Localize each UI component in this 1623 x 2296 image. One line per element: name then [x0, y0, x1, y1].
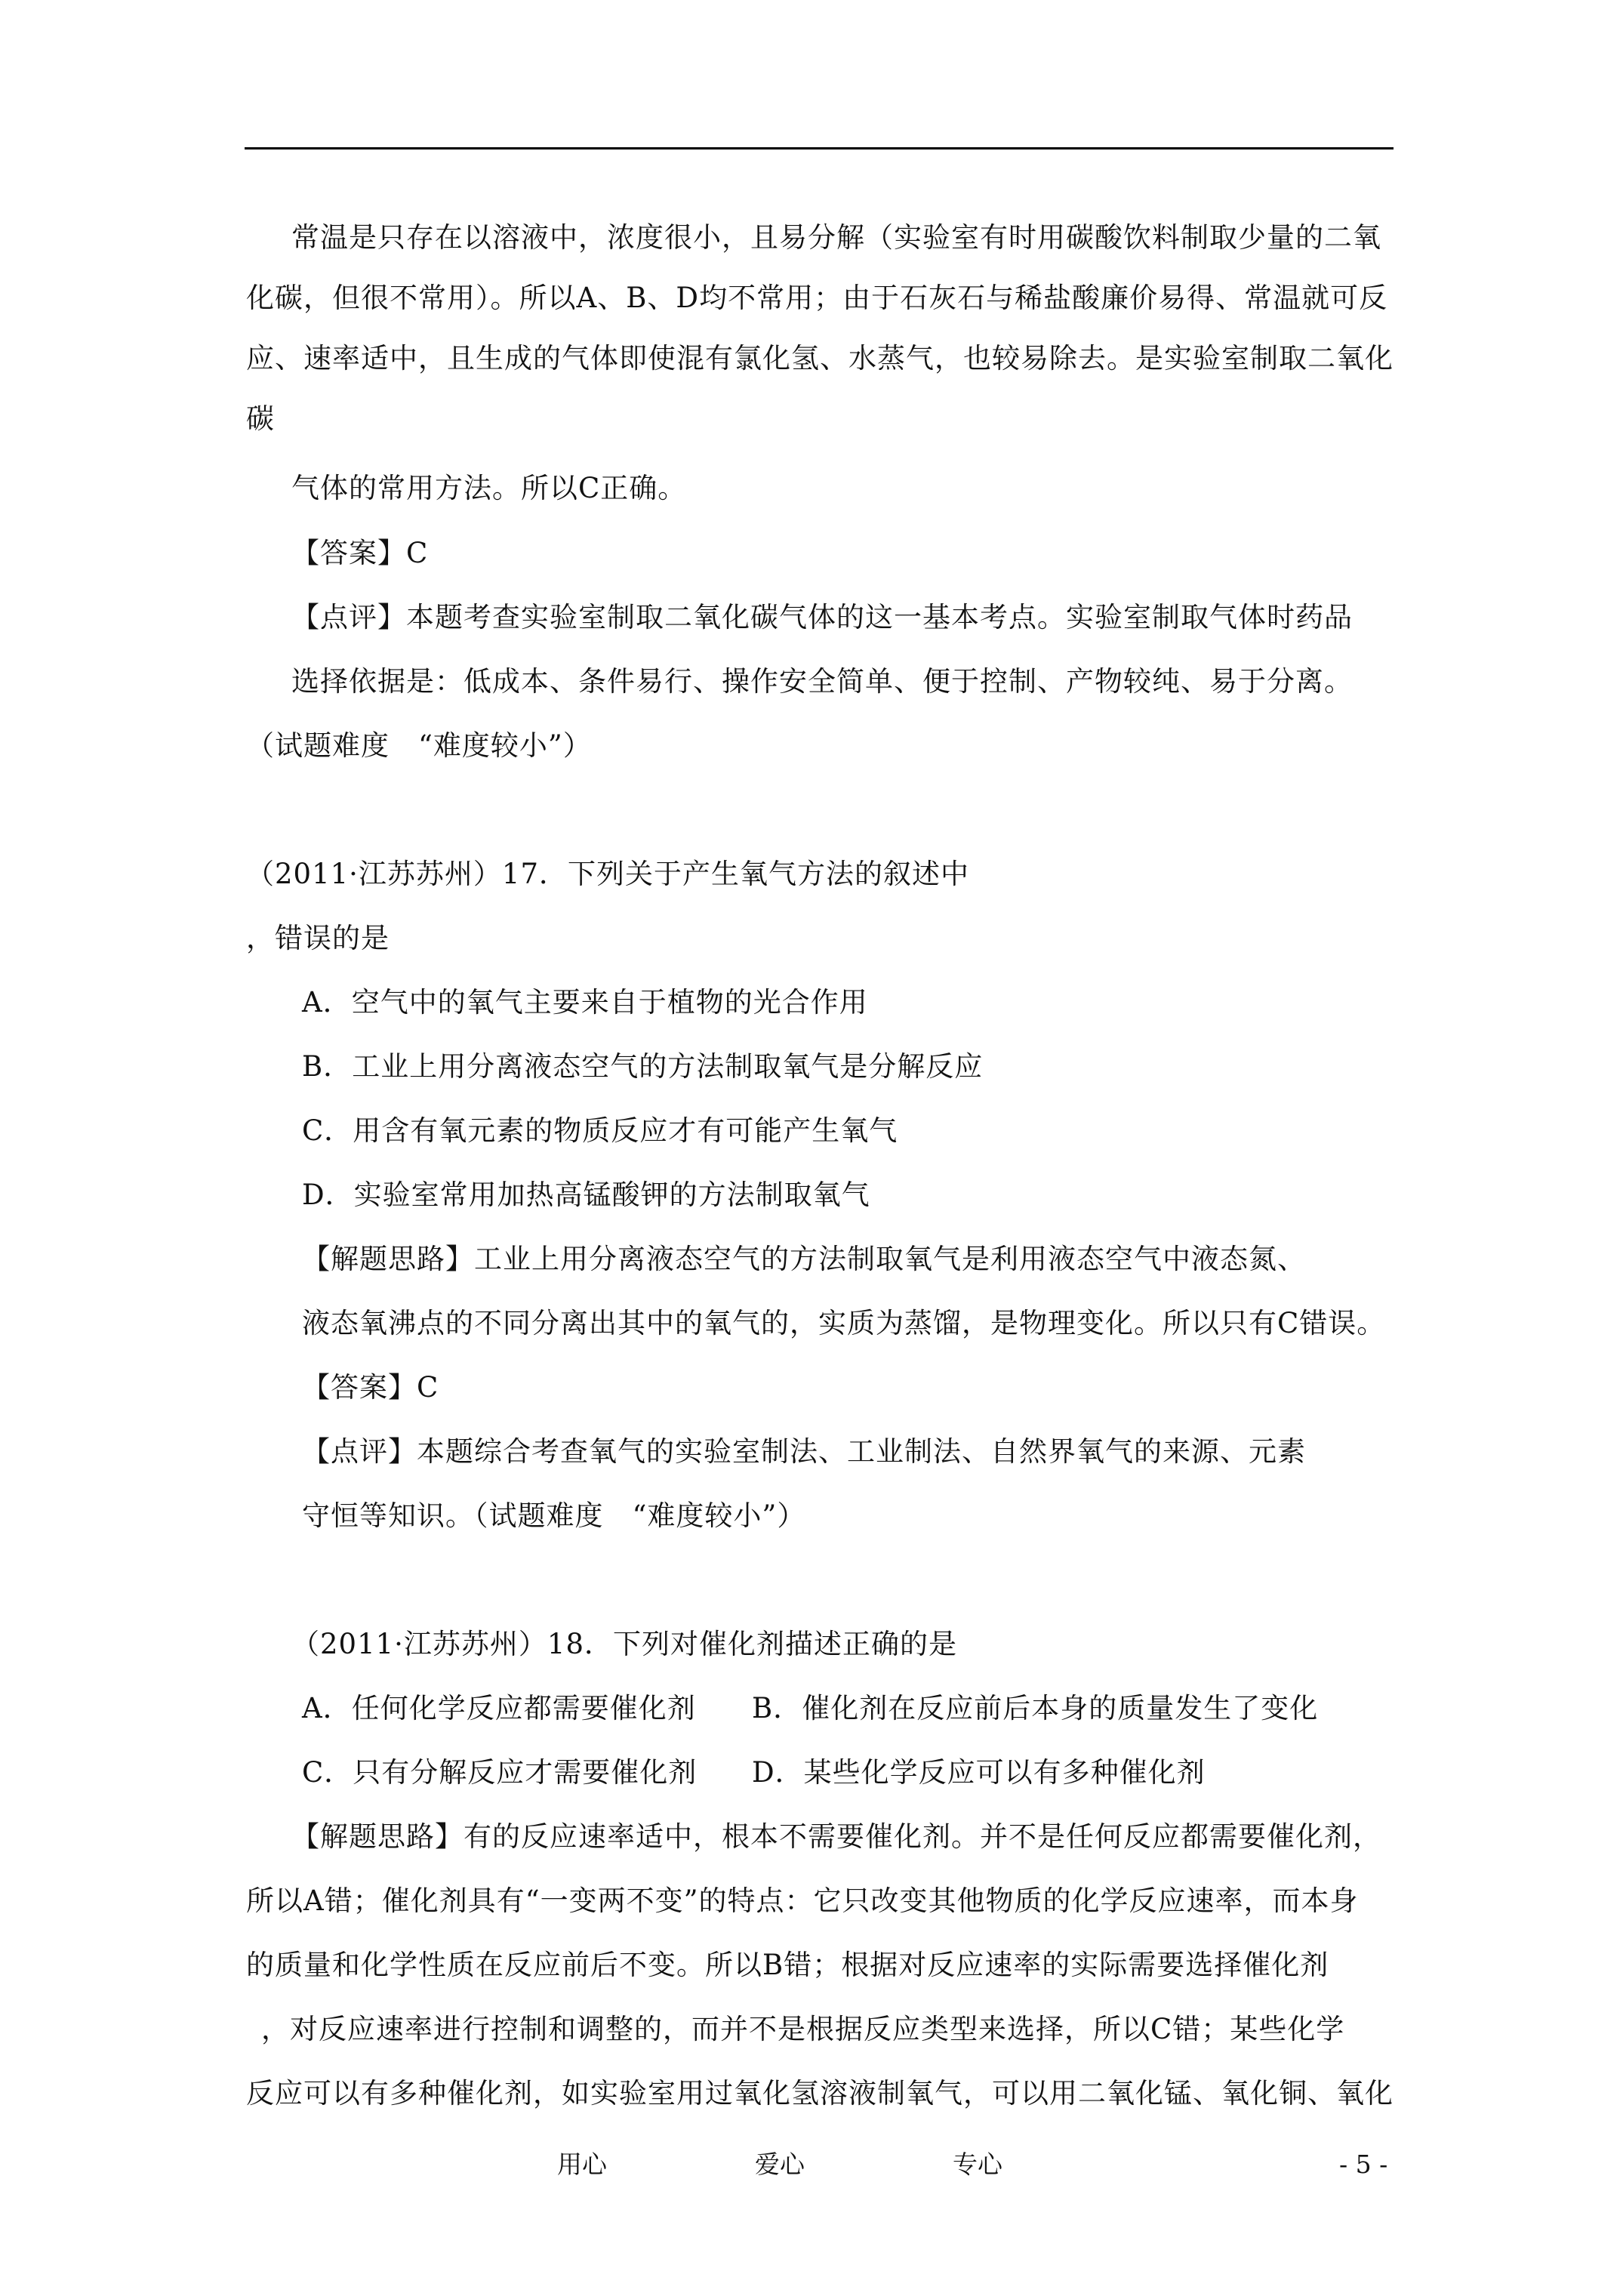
footer-middle-label: 爱心	[755, 2150, 805, 2179]
footer-right-label: 专心	[953, 2150, 1002, 2179]
solution-18-line-2: 所以A错；催化剂具有“一变两不变”的特点：它只改变其他物质的化学反应速率，而本身	[246, 1885, 1359, 1917]
solution-18-line-1: 【解题思路】有的反应速率适中，根本不需要催化剂。并不是任何反应都需要催化剂，	[291, 1820, 1381, 1853]
review-line-2: 选择依据是：低成本、条件易行、操作安全简单、便于控制、产物较纯、易于分离。	[291, 665, 1353, 698]
body-line-2: 化碳，但很不常用）。所以A、B、D均不常用；由于石灰石与稀盐酸廉价易得、常温就可反	[246, 282, 1388, 314]
page-number: - 5 -	[1339, 2150, 1388, 2179]
footer-left-label: 用心	[557, 2150, 607, 2179]
answer-label-1: 【答案】C	[291, 537, 429, 569]
question-18-option-b: B．催化剂在反应前后本身的质量发生了变化	[752, 1692, 1319, 1724]
question-17-title: （2011·江苏苏州）17．下列关于产生氧气方法的叙述中	[246, 858, 970, 890]
body-line-3: 应、速率适中，且生成的气体即使混有氯化氢、水蒸气，也较易除去。是实验室制取二氧化	[246, 342, 1394, 374]
question-17-option-a: A．空气中的氧气主要来自于植物的光合作用	[302, 986, 868, 1019]
solution-17-line-1: 【解题思路】工业上用分离液态空气的方法制取氧气是利用液态空气中液态氮、	[302, 1243, 1306, 1275]
question-18-option-d: D．某些化学反应可以有多种催化剂	[752, 1756, 1206, 1789]
solution-17-line-2: 液态氧沸点的不同分离出其中的氧气的，实质为蒸馏，是物理变化。所以只有C错误。	[302, 1307, 1386, 1339]
question-17-option-d: D．实验室常用加热高锰酸钾的方法制取氧气	[302, 1179, 870, 1211]
review-line-1: 【点评】本题考查实验室制取二氧化碳气体的这一基本考点。实验室制取气体时药品	[291, 601, 1353, 633]
review-17-line-2: 守恒等知识。（试题难度 “难度较小”）	[302, 1499, 806, 1532]
body-line-5: 气体的常用方法。所以C正确。	[291, 472, 687, 504]
question-17-title-cont: ，错误的是	[246, 922, 390, 954]
question-18-title: （2011·江苏苏州）18．下列对催化剂描述正确的是	[291, 1628, 958, 1660]
question-17-option-b: B．工业上用分离液态空气的方法制取氧气是分解反应	[302, 1050, 984, 1083]
review-17-line-1: 【点评】本题综合考查氧气的实验室制法、工业制法、自然界氧气的来源、元素	[302, 1435, 1306, 1468]
question-17-option-c: C．用含有氧元素的物质反应才有可能产生氧气	[302, 1114, 898, 1147]
solution-18-line-3: 的质量和化学性质在反应前后不变。所以B错；根据对反应速率的实际需要选择催化剂	[246, 1949, 1329, 1981]
solution-18-line-5: 反应可以有多种催化剂，如实验室用过氧化氢溶液制氧气，可以用二氧化锰、氧化铜、氧化	[246, 2077, 1394, 2110]
solution-18-line-4: ，对反应速率进行控制和调整的，而并不是根据反应类型来选择，所以C错；某些化学	[261, 2013, 1345, 2045]
difficulty-line-1: （试题难度 “难度较小”）	[246, 729, 592, 762]
answer-label-2: 【答案】C	[302, 1371, 439, 1404]
header-rule	[245, 147, 1394, 149]
body-line-4: 碳	[246, 402, 275, 435]
question-18-option-c: C．只有分解反应才需要催化剂	[302, 1756, 698, 1789]
body-line-1: 常温是只存在以溶液中，浓度很小，且易分解（实验室有时用碳酸饮料制取少量的二氧	[291, 221, 1381, 254]
question-18-option-a: A．任何化学反应都需要催化剂	[302, 1692, 696, 1724]
